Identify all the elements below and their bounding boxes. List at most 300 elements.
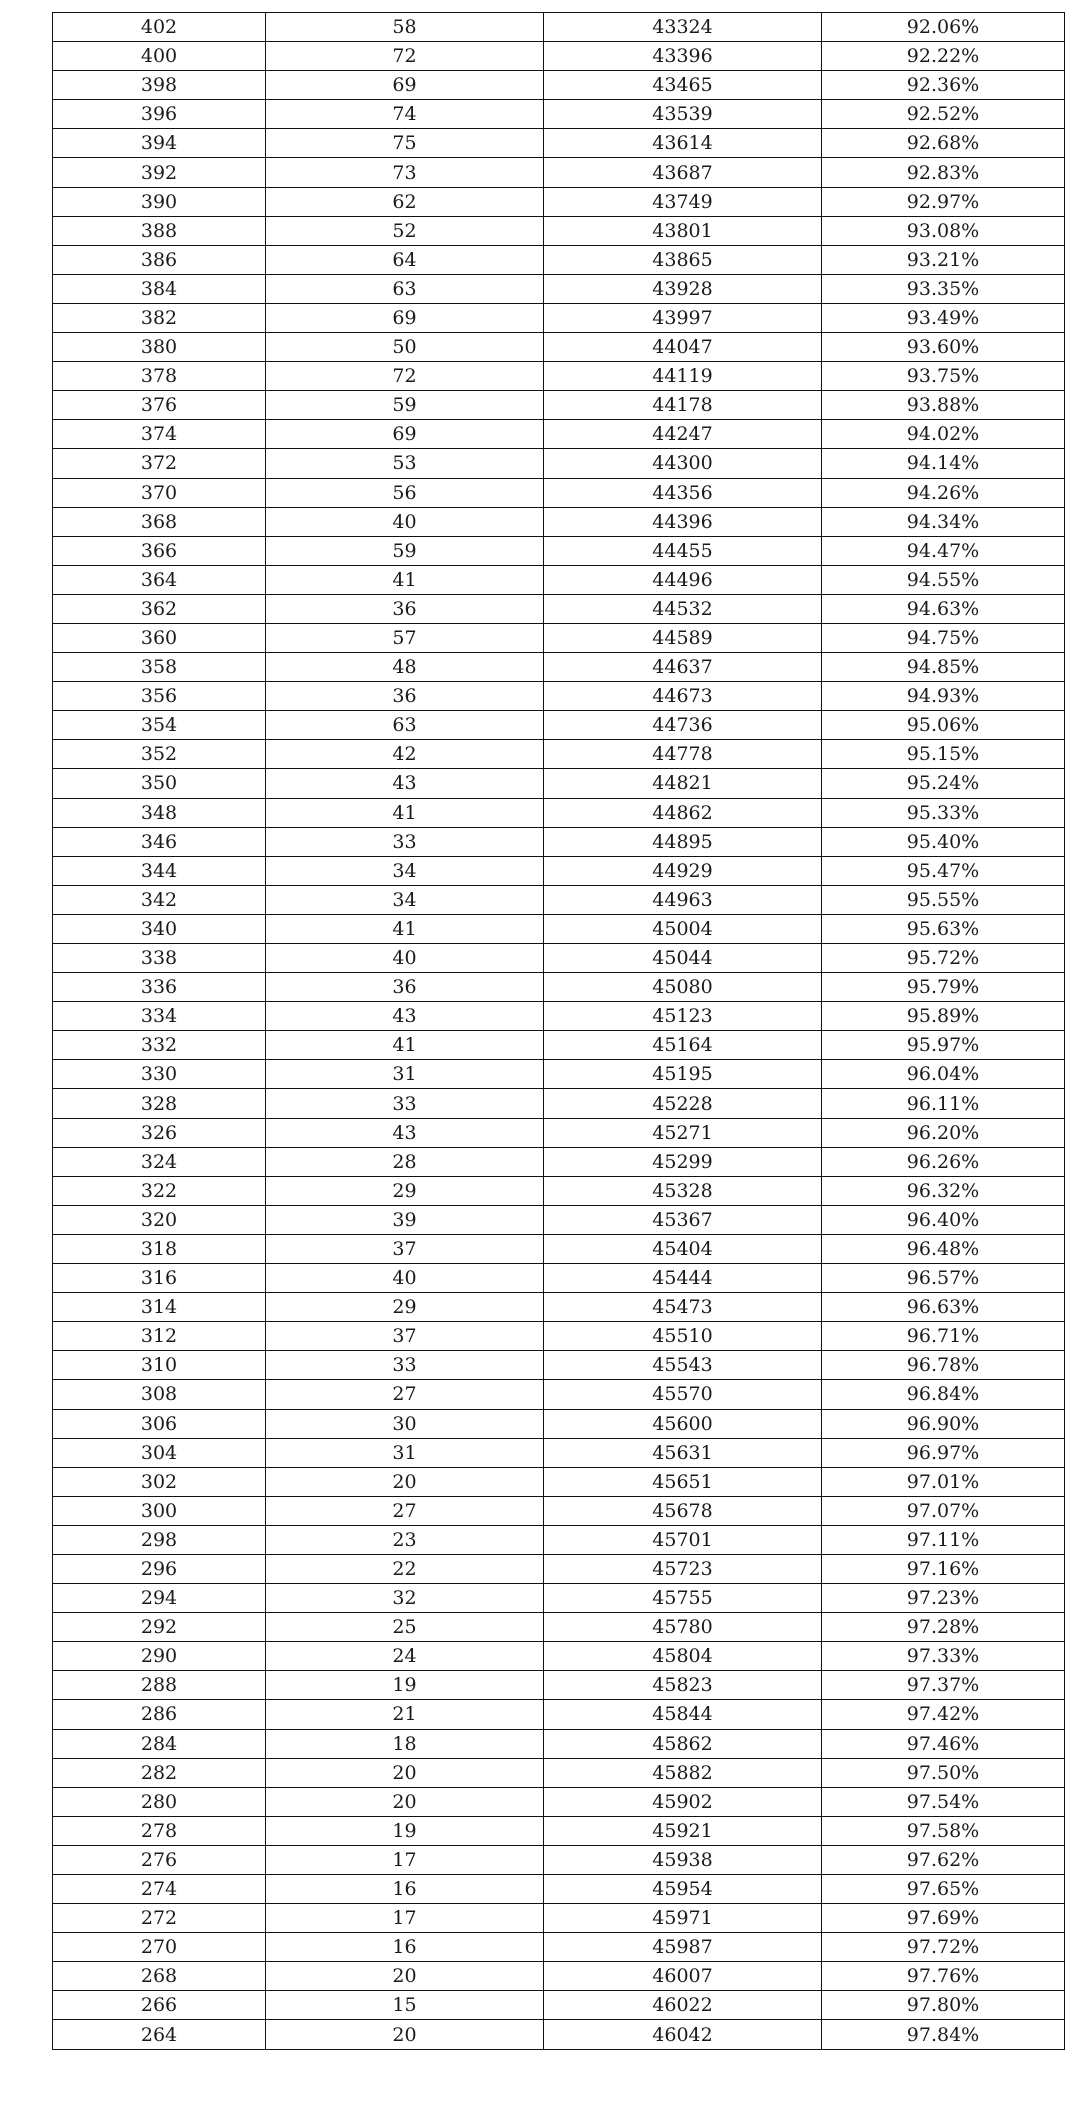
table-row — [53, 303, 1065, 332]
cumulative-count-cell: 44895 — [544, 827, 822, 856]
cumulative-count-cell: 45902 — [544, 1787, 822, 1816]
table-row — [53, 914, 1065, 943]
cumulative-percent-cell: 93.60% — [822, 333, 1065, 362]
score-cell: 346 — [53, 827, 266, 856]
cumulative-count-cell: 45444 — [544, 1264, 822, 1293]
table-row — [53, 1962, 1065, 1991]
cumulative-count-cell: 43865 — [544, 245, 822, 274]
count-cell: 27 — [266, 1496, 544, 1525]
score-cell: 338 — [53, 944, 266, 973]
count-cell: 20 — [266, 1467, 544, 1496]
count-cell: 17 — [266, 1904, 544, 1933]
count-cell: 41 — [266, 798, 544, 827]
cumulative-percent-cell: 94.14% — [822, 449, 1065, 478]
cumulative-percent-cell: 95.97% — [822, 1031, 1065, 1060]
table-row — [53, 1758, 1065, 1787]
score-cell: 394 — [53, 129, 266, 158]
count-cell: 29 — [266, 1176, 544, 1205]
table-row — [53, 187, 1065, 216]
cumulative-count-cell: 43614 — [544, 129, 822, 158]
score-cell: 342 — [53, 885, 266, 914]
count-cell: 43 — [266, 1002, 544, 1031]
table-row — [53, 1933, 1065, 1962]
table-row — [53, 1060, 1065, 1089]
cumulative-percent-cell: 97.76% — [822, 1962, 1065, 1991]
table-row — [53, 1671, 1065, 1700]
cumulative-percent-cell: 94.26% — [822, 478, 1065, 507]
cumulative-percent-cell: 97.50% — [822, 1758, 1065, 1787]
table-row — [53, 944, 1065, 973]
count-cell: 23 — [266, 1525, 544, 1554]
cumulative-count-cell: 43539 — [544, 100, 822, 129]
count-cell: 21 — [266, 1700, 544, 1729]
score-cell: 344 — [53, 856, 266, 885]
table-row — [53, 973, 1065, 1002]
count-cell: 39 — [266, 1205, 544, 1234]
cumulative-percent-cell: 94.02% — [822, 420, 1065, 449]
score-cell: 302 — [53, 1467, 266, 1496]
table-row — [53, 1904, 1065, 1933]
score-cell: 276 — [53, 1845, 266, 1874]
count-cell: 58 — [266, 13, 544, 42]
cumulative-percent-cell: 97.16% — [822, 1554, 1065, 1583]
cumulative-percent-cell: 97.80% — [822, 1991, 1065, 2020]
table-row — [53, 158, 1065, 187]
score-cell: 392 — [53, 158, 266, 187]
cumulative-count-cell: 45404 — [544, 1234, 822, 1263]
table-row — [53, 1409, 1065, 1438]
count-cell: 72 — [266, 362, 544, 391]
cumulative-count-cell: 45328 — [544, 1176, 822, 1205]
cumulative-percent-cell: 94.55% — [822, 565, 1065, 594]
score-cell: 268 — [53, 1962, 266, 1991]
score-cell: 320 — [53, 1205, 266, 1234]
cumulative-percent-cell: 97.58% — [822, 1816, 1065, 1845]
score-cell: 306 — [53, 1409, 266, 1438]
table-row — [53, 1002, 1065, 1031]
cumulative-count-cell: 45570 — [544, 1380, 822, 1409]
count-cell: 69 — [266, 71, 544, 100]
cumulative-count-cell: 46042 — [544, 2020, 822, 2049]
cumulative-count-cell: 44356 — [544, 478, 822, 507]
cumulative-count-cell: 43687 — [544, 158, 822, 187]
cumulative-percent-cell: 93.21% — [822, 245, 1065, 274]
table-row — [53, 391, 1065, 420]
count-cell: 20 — [266, 2020, 544, 2049]
score-cell: 304 — [53, 1438, 266, 1467]
score-cell: 386 — [53, 245, 266, 274]
table-row — [53, 653, 1065, 682]
count-cell: 16 — [266, 1875, 544, 1904]
cumulative-count-cell: 44047 — [544, 333, 822, 362]
cumulative-percent-cell: 96.11% — [822, 1089, 1065, 1118]
score-cell: 362 — [53, 594, 266, 623]
score-cell: 348 — [53, 798, 266, 827]
table-row — [53, 1147, 1065, 1176]
cumulative-count-cell: 45701 — [544, 1525, 822, 1554]
table-row — [53, 478, 1065, 507]
cumulative-percent-cell: 97.72% — [822, 1933, 1065, 1962]
cumulative-percent-cell: 95.47% — [822, 856, 1065, 885]
count-cell: 31 — [266, 1438, 544, 1467]
cumulative-percent-cell: 94.75% — [822, 623, 1065, 652]
cumulative-count-cell: 45971 — [544, 1904, 822, 1933]
cumulative-count-cell: 45004 — [544, 914, 822, 943]
count-cell: 48 — [266, 653, 544, 682]
cumulative-count-cell: 45678 — [544, 1496, 822, 1525]
score-cell: 310 — [53, 1351, 266, 1380]
cumulative-percent-cell: 92.68% — [822, 129, 1065, 158]
cumulative-count-cell: 43749 — [544, 187, 822, 216]
score-cell: 294 — [53, 1584, 266, 1613]
table-row — [53, 245, 1065, 274]
table-row — [53, 1816, 1065, 1845]
cumulative-count-cell: 45473 — [544, 1293, 822, 1322]
table-row — [53, 333, 1065, 362]
table-row — [53, 129, 1065, 158]
count-cell: 69 — [266, 303, 544, 332]
cumulative-percent-cell: 93.08% — [822, 216, 1065, 245]
table-row — [53, 1089, 1065, 1118]
cumulative-count-cell: 44396 — [544, 507, 822, 536]
count-cell: 40 — [266, 944, 544, 973]
score-cell: 398 — [53, 71, 266, 100]
cumulative-percent-cell: 94.34% — [822, 507, 1065, 536]
table-row — [53, 1496, 1065, 1525]
table-row — [53, 1264, 1065, 1293]
count-cell: 41 — [266, 565, 544, 594]
cumulative-percent-cell: 97.37% — [822, 1671, 1065, 1700]
score-cell: 402 — [53, 13, 266, 42]
count-cell: 57 — [266, 623, 544, 652]
score-cell: 388 — [53, 216, 266, 245]
cumulative-count-cell: 44862 — [544, 798, 822, 827]
score-cell: 358 — [53, 653, 266, 682]
cumulative-count-cell: 45651 — [544, 1467, 822, 1496]
cumulative-percent-cell: 97.54% — [822, 1787, 1065, 1816]
cumulative-count-cell: 44119 — [544, 362, 822, 391]
table-row — [53, 420, 1065, 449]
score-cell: 352 — [53, 740, 266, 769]
count-cell: 22 — [266, 1554, 544, 1583]
cumulative-percent-cell: 96.97% — [822, 1438, 1065, 1467]
cumulative-count-cell: 44736 — [544, 711, 822, 740]
cumulative-percent-cell: 96.26% — [822, 1147, 1065, 1176]
cumulative-count-cell: 45164 — [544, 1031, 822, 1060]
cumulative-count-cell: 45882 — [544, 1758, 822, 1787]
score-cell: 384 — [53, 274, 266, 303]
table-row — [53, 1351, 1065, 1380]
table-row — [53, 13, 1065, 42]
table-row — [53, 827, 1065, 856]
table-row — [53, 362, 1065, 391]
count-cell: 63 — [266, 711, 544, 740]
count-cell: 16 — [266, 1933, 544, 1962]
count-cell: 20 — [266, 1758, 544, 1787]
table-row — [53, 1031, 1065, 1060]
cumulative-count-cell: 45862 — [544, 1729, 822, 1758]
count-cell: 42 — [266, 740, 544, 769]
cumulative-percent-cell: 92.97% — [822, 187, 1065, 216]
score-cell: 264 — [53, 2020, 266, 2049]
table-row — [53, 216, 1065, 245]
score-cell: 380 — [53, 333, 266, 362]
cumulative-percent-cell: 95.40% — [822, 827, 1065, 856]
score-cell: 282 — [53, 1758, 266, 1787]
score-cell: 350 — [53, 769, 266, 798]
score-cell: 322 — [53, 1176, 266, 1205]
count-cell: 59 — [266, 391, 544, 420]
cumulative-count-cell: 45600 — [544, 1409, 822, 1438]
cumulative-percent-cell: 97.69% — [822, 1904, 1065, 1933]
cumulative-count-cell: 44963 — [544, 885, 822, 914]
table-row — [53, 100, 1065, 129]
table-row — [53, 1234, 1065, 1263]
cumulative-count-cell: 45044 — [544, 944, 822, 973]
count-cell: 31 — [266, 1060, 544, 1089]
count-cell: 63 — [266, 274, 544, 303]
score-cell: 300 — [53, 1496, 266, 1525]
cumulative-count-cell: 45780 — [544, 1613, 822, 1642]
cumulative-count-cell: 44178 — [544, 391, 822, 420]
table-row — [53, 682, 1065, 711]
count-cell: 18 — [266, 1729, 544, 1758]
count-cell: 33 — [266, 1089, 544, 1118]
cumulative-count-cell: 45195 — [544, 1060, 822, 1089]
cumulative-count-cell: 45367 — [544, 1205, 822, 1234]
cumulative-count-cell: 45921 — [544, 1816, 822, 1845]
cumulative-percent-cell: 96.48% — [822, 1234, 1065, 1263]
score-cell: 318 — [53, 1234, 266, 1263]
table-row — [53, 1205, 1065, 1234]
score-cell: 374 — [53, 420, 266, 449]
cumulative-percent-cell: 96.78% — [822, 1351, 1065, 1380]
table-row — [53, 1380, 1065, 1409]
cumulative-percent-cell: 96.32% — [822, 1176, 1065, 1205]
cumulative-count-cell: 45823 — [544, 1671, 822, 1700]
count-cell: 33 — [266, 827, 544, 856]
score-cell: 334 — [53, 1002, 266, 1031]
cumulative-percent-cell: 93.49% — [822, 303, 1065, 332]
count-cell: 37 — [266, 1322, 544, 1351]
cumulative-count-cell: 44247 — [544, 420, 822, 449]
cumulative-percent-cell: 95.55% — [822, 885, 1065, 914]
score-cell: 270 — [53, 1933, 266, 1962]
cumulative-count-cell: 45080 — [544, 973, 822, 1002]
score-cell: 328 — [53, 1089, 266, 1118]
table-row — [53, 1525, 1065, 1554]
score-cell: 308 — [53, 1380, 266, 1409]
count-cell: 69 — [266, 420, 544, 449]
cumulative-percent-cell: 96.04% — [822, 1060, 1065, 1089]
table-row — [53, 856, 1065, 885]
cumulative-count-cell: 44821 — [544, 769, 822, 798]
count-cell: 36 — [266, 682, 544, 711]
count-cell: 40 — [266, 507, 544, 536]
score-cell: 326 — [53, 1118, 266, 1147]
cumulative-percent-cell: 96.71% — [822, 1322, 1065, 1351]
table-row — [53, 594, 1065, 623]
cumulative-count-cell: 43997 — [544, 303, 822, 332]
cumulative-count-cell: 44455 — [544, 536, 822, 565]
cumulative-count-cell: 45228 — [544, 1089, 822, 1118]
count-cell: 62 — [266, 187, 544, 216]
cumulative-percent-cell: 94.85% — [822, 653, 1065, 682]
count-cell: 56 — [266, 478, 544, 507]
count-cell: 74 — [266, 100, 544, 129]
table-row — [53, 1118, 1065, 1147]
score-cell: 354 — [53, 711, 266, 740]
score-cell: 368 — [53, 507, 266, 536]
table-row — [53, 1584, 1065, 1613]
cumulative-count-cell: 44532 — [544, 594, 822, 623]
cumulative-count-cell: 44929 — [544, 856, 822, 885]
score-cell: 280 — [53, 1787, 266, 1816]
table-row — [53, 507, 1065, 536]
table-body — [53, 13, 1065, 2050]
table-row — [53, 1875, 1065, 1904]
score-cell: 382 — [53, 303, 266, 332]
cumulative-count-cell: 45954 — [544, 1875, 822, 1904]
table-row — [53, 42, 1065, 71]
score-cell: 274 — [53, 1875, 266, 1904]
table-row — [53, 1467, 1065, 1496]
cumulative-percent-cell: 92.83% — [822, 158, 1065, 187]
score-cell: 278 — [53, 1816, 266, 1845]
cumulative-percent-cell: 95.15% — [822, 740, 1065, 769]
table-row — [53, 1729, 1065, 1758]
count-cell: 41 — [266, 1031, 544, 1060]
cumulative-count-cell: 44496 — [544, 565, 822, 594]
count-cell: 75 — [266, 129, 544, 158]
count-cell: 25 — [266, 1613, 544, 1642]
cumulative-count-cell: 44637 — [544, 653, 822, 682]
count-cell: 72 — [266, 42, 544, 71]
cumulative-percent-cell: 92.22% — [822, 42, 1065, 71]
table-row — [53, 71, 1065, 100]
table-row — [53, 1438, 1065, 1467]
cumulative-count-cell: 44778 — [544, 740, 822, 769]
cumulative-percent-cell: 95.89% — [822, 1002, 1065, 1031]
cumulative-count-cell: 45987 — [544, 1933, 822, 1962]
cumulative-count-cell: 43465 — [544, 71, 822, 100]
cumulative-percent-cell: 97.07% — [822, 1496, 1065, 1525]
cumulative-percent-cell: 95.79% — [822, 973, 1065, 1002]
count-cell: 20 — [266, 1962, 544, 1991]
score-cell: 292 — [53, 1613, 266, 1642]
cumulative-percent-cell: 96.63% — [822, 1293, 1065, 1322]
cumulative-percent-cell: 95.33% — [822, 798, 1065, 827]
score-cell: 364 — [53, 565, 266, 594]
cumulative-percent-cell: 96.84% — [822, 1380, 1065, 1409]
count-cell: 32 — [266, 1584, 544, 1613]
table-row — [53, 565, 1065, 594]
cumulative-count-cell: 44300 — [544, 449, 822, 478]
count-cell: 50 — [266, 333, 544, 362]
score-cell: 366 — [53, 536, 266, 565]
score-cell: 296 — [53, 1554, 266, 1583]
score-cell: 396 — [53, 100, 266, 129]
count-cell: 43 — [266, 1118, 544, 1147]
cumulative-count-cell: 45844 — [544, 1700, 822, 1729]
cumulative-percent-cell: 97.46% — [822, 1729, 1065, 1758]
cumulative-percent-cell: 97.01% — [822, 1467, 1065, 1496]
score-cell: 332 — [53, 1031, 266, 1060]
cumulative-count-cell: 46022 — [544, 1991, 822, 2020]
table-row — [53, 1700, 1065, 1729]
table-row — [53, 769, 1065, 798]
table-row — [53, 711, 1065, 740]
score-cell: 340 — [53, 914, 266, 943]
count-cell: 27 — [266, 1380, 544, 1409]
cumulative-percent-cell: 97.62% — [822, 1845, 1065, 1874]
count-cell: 15 — [266, 1991, 544, 2020]
table-row — [53, 1554, 1065, 1583]
count-cell: 41 — [266, 914, 544, 943]
count-cell: 43 — [266, 769, 544, 798]
score-cell: 330 — [53, 1060, 266, 1089]
cumulative-count-cell: 45804 — [544, 1642, 822, 1671]
score-cell: 286 — [53, 1700, 266, 1729]
count-cell: 34 — [266, 856, 544, 885]
cumulative-percent-cell: 96.40% — [822, 1205, 1065, 1234]
score-cell: 298 — [53, 1525, 266, 1554]
count-cell: 17 — [266, 1845, 544, 1874]
cumulative-count-cell: 45299 — [544, 1147, 822, 1176]
table-row — [53, 274, 1065, 303]
table-row — [53, 885, 1065, 914]
score-cell: 288 — [53, 1671, 266, 1700]
score-cell: 272 — [53, 1904, 266, 1933]
score-cell: 290 — [53, 1642, 266, 1671]
count-cell: 33 — [266, 1351, 544, 1380]
cumulative-percent-cell: 95.06% — [822, 711, 1065, 740]
count-cell: 19 — [266, 1671, 544, 1700]
score-cell: 266 — [53, 1991, 266, 2020]
score-cell: 284 — [53, 1729, 266, 1758]
cumulative-count-cell: 43928 — [544, 274, 822, 303]
cumulative-count-cell: 45723 — [544, 1554, 822, 1583]
score-cell: 356 — [53, 682, 266, 711]
count-cell: 30 — [266, 1409, 544, 1438]
table-row — [53, 740, 1065, 769]
cumulative-count-cell: 43801 — [544, 216, 822, 245]
count-cell: 19 — [266, 1816, 544, 1845]
cumulative-count-cell: 43396 — [544, 42, 822, 71]
cumulative-count-cell: 45510 — [544, 1322, 822, 1351]
cumulative-count-cell: 46007 — [544, 1962, 822, 1991]
cumulative-percent-cell: 96.57% — [822, 1264, 1065, 1293]
table-row — [53, 2020, 1065, 2049]
table-row — [53, 1991, 1065, 2020]
cumulative-percent-cell: 97.23% — [822, 1584, 1065, 1613]
cumulative-percent-cell: 97.33% — [822, 1642, 1065, 1671]
score-cell: 360 — [53, 623, 266, 652]
cumulative-percent-cell: 97.42% — [822, 1700, 1065, 1729]
count-cell: 24 — [266, 1642, 544, 1671]
score-cell: 390 — [53, 187, 266, 216]
cumulative-percent-cell: 97.84% — [822, 2020, 1065, 2049]
cumulative-percent-cell: 97.65% — [822, 1875, 1065, 1904]
count-cell: 34 — [266, 885, 544, 914]
cumulative-percent-cell: 93.35% — [822, 274, 1065, 303]
score-cell: 336 — [53, 973, 266, 1002]
cumulative-percent-cell: 94.63% — [822, 594, 1065, 623]
score-cell: 376 — [53, 391, 266, 420]
count-cell: 20 — [266, 1787, 544, 1816]
cumulative-count-cell: 45631 — [544, 1438, 822, 1467]
table-row — [53, 623, 1065, 652]
